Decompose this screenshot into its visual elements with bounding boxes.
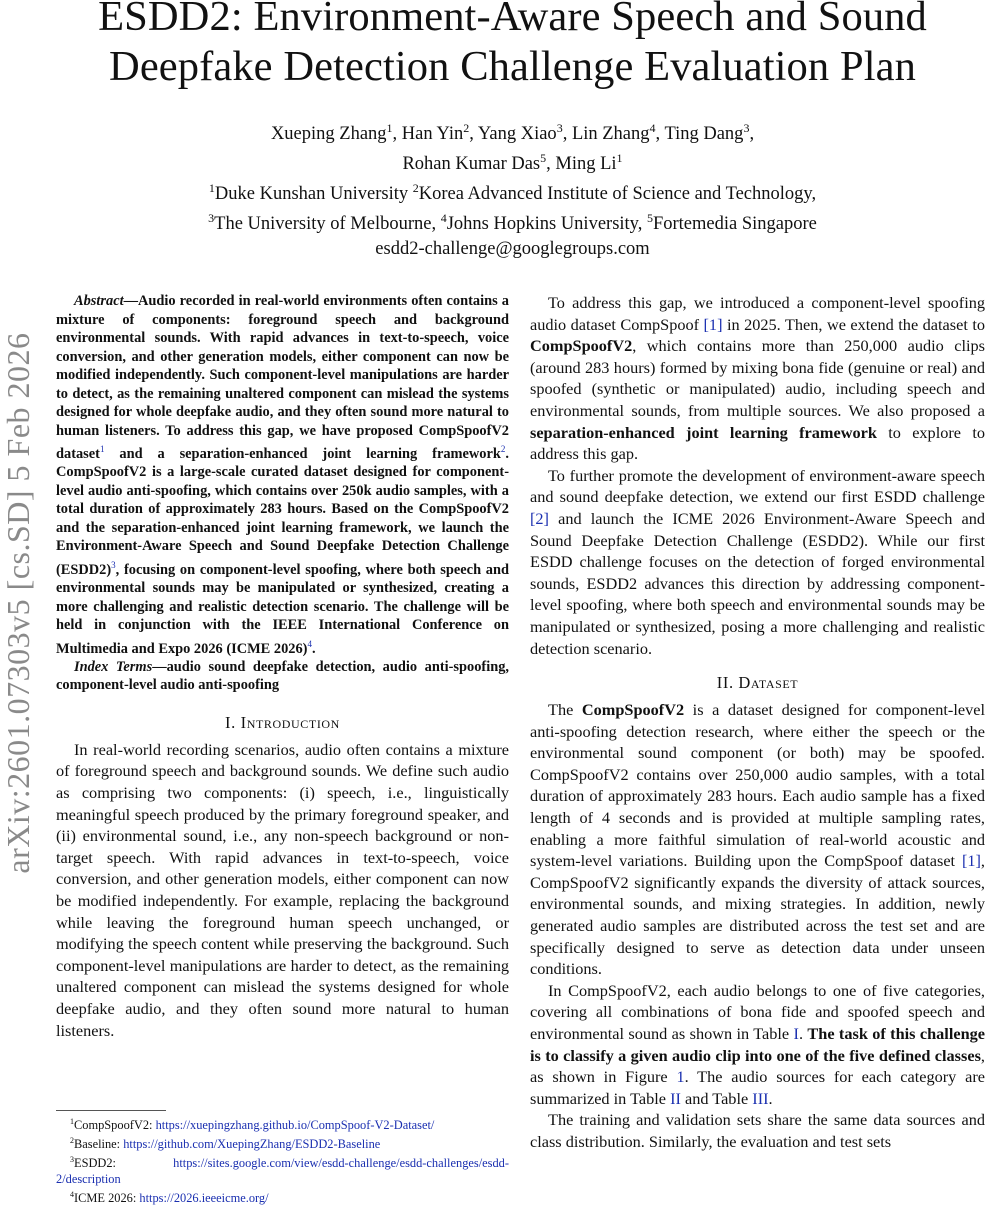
- paper-title: [40, 0, 985, 92]
- section-number: I.: [225, 713, 236, 732]
- text: and Table: [681, 1089, 752, 1108]
- author-name: Yang Xiao: [478, 124, 557, 144]
- citation-link[interactable]: [1]: [704, 315, 723, 334]
- footnote-divider: [56, 1110, 166, 1111]
- text: , CompSpoofV2 significantly expands the diversity of attack sources, environmental sounds, and mixing strategies. In addition, newly generated audio samples are distributed across the test set and are specifically designed to serve as detection data under unseen conditions.: [530, 851, 985, 978]
- section-title: Dataset: [738, 673, 798, 692]
- footnote-number: 2: [70, 1136, 74, 1145]
- affiliation-name: Fortemedia Singapore: [653, 215, 817, 235]
- abstract-label: Abstract: [74, 293, 124, 309]
- dataset-paragraph-1: [530, 699, 985, 980]
- abstract-text: , focusing on component-level spoofing, where both speech and environmental sounds may be manipulated or synthesized, creating a more challenging and realistic detection scenario. The challenge will be held in conjunction with the IEEE International Conference on Multimedia and Expo 2026 (ICME 2026): [56, 562, 509, 657]
- table-link[interactable]: I: [794, 1024, 799, 1043]
- figure-link[interactable]: 1: [676, 1067, 684, 1086]
- author-name: Lin Zhang: [572, 124, 650, 144]
- text: To address this gap, we introduced a component-level spoofing audio dataset CompSpoof: [530, 293, 985, 334]
- footnote-number: 3: [70, 1155, 74, 1164]
- author-name: Han Yin: [402, 124, 464, 144]
- affiliation-line-2: [40, 206, 985, 236]
- affiliation-name: The University of Melbourne,: [214, 215, 436, 235]
- footnote-link[interactable]: https://github.com/XuepingZhang/ESDD2-Baseline: [123, 1137, 380, 1151]
- dataset-paragraph-2: [530, 980, 985, 1110]
- footnote-link[interactable]: https://2026.ieeeicme.org/: [139, 1192, 268, 1206]
- citation-link[interactable]: [2]: [530, 509, 549, 528]
- abstract: [56, 292, 509, 658]
- author-affiliation-mark: 3: [557, 121, 563, 135]
- table-link[interactable]: II: [670, 1089, 681, 1108]
- author-name: Ming Li: [555, 154, 616, 174]
- text: .: [769, 1089, 773, 1108]
- footnote-2: [56, 1133, 509, 1152]
- footnote-ref-1[interactable]: 1: [100, 444, 105, 454]
- affiliation-mark: 5: [647, 211, 653, 225]
- footnote-3: [56, 1152, 509, 1187]
- text: and launch the ICME 2026 Environment-Aware Speech and Sound Deepfake Detection Challenge (ESDD2). While our first ESDD challenge focuses on the detection of forged environmental sounds, ESDD2 advances this direction by addressing component-level spoofing, where both speech and environmental sounds may be manipulated or synthesized, posing a more challenging and realistic detection scenario.: [530, 509, 985, 658]
- left-column: [56, 292, 509, 1041]
- affiliation-mark: 1: [209, 181, 215, 195]
- right-paragraph-1: [530, 292, 985, 465]
- index-terms: [56, 658, 509, 695]
- table-link[interactable]: III: [752, 1089, 768, 1108]
- text: . The audio sources for each category are summarized in Table: [530, 1067, 985, 1108]
- author-affiliation-mark: 5: [540, 151, 546, 165]
- author-name: Ting Dang: [664, 124, 743, 144]
- footnote-label: CompSpoofV2:: [74, 1118, 156, 1132]
- affiliation-mark: 3: [208, 211, 214, 225]
- footnote-number: 4: [70, 1190, 74, 1199]
- right-paragraph-2: [530, 465, 985, 659]
- author-affiliation-mark: 4: [650, 121, 656, 135]
- author-affiliation-mark: 3: [743, 121, 749, 135]
- author-affiliation-mark: 2: [463, 121, 469, 135]
- section-heading-introduction: [56, 713, 509, 733]
- footnote-ref-3[interactable]: 3: [111, 560, 116, 570]
- introduction-paragraph: In real-world recording scenarios, audio often contains a mixture of foreground speech and background sounds. We define such audio as comprising two components: (i) speech, i.e., linguistically meaningful speech produced by the primary foreground speaker, and (ii) environmental sound, i.e., any non-speech background or non-target speech. With rapid advances in text-to-speech, voice conversion, and other generation models, either component can now be modified independently. For example, replacing the background while leaving the foreground human speech unchanged, or modifying the speech content while preserving the background. Such component-level manipulations are harder to detect, as the remaining unaltered component can mislead the systems designed for whole deepfake audio, and they often sound more natural to human listeners.: [56, 739, 509, 1041]
- author-affiliation-mark: 1: [387, 121, 393, 135]
- affiliation-line-1: [40, 176, 985, 206]
- citation-link[interactable]: [1]: [962, 851, 981, 870]
- footnote-link[interactable]: https://sites.google.com/view/esdd-challenge/esdd-challenges/esdd-2/description: [56, 1156, 509, 1186]
- text: to explore to address this gap.: [530, 423, 985, 464]
- footnote-label: ESDD2:: [74, 1156, 173, 1170]
- footnote-ref-4[interactable]: 4: [307, 639, 312, 649]
- text: In CompSpoofV2, each audio belongs to one of five categories, covering all combinations of bona fide and spoofed speech and environmental sound as shown in Table: [530, 981, 985, 1043]
- text: is a dataset designed for component-level anti-spoofing detection research, where either the speech or the environmental sound component (or both) may be spoofed. CompSpoofV2 contains over 250,000 audio samples, with a total duration of approximately 283 hours. Each audio sample has a fixed length of 4 seconds and is provided at multiple sampling rates, enabling a more faithful simulation of real-world acoustic and system-level variations. Building upon the CompSpoof dataset: [530, 700, 985, 870]
- title-line-2: Deepfake Detection Challenge Evaluation Plan: [40, 42, 985, 92]
- affiliation-mark: 2: [413, 181, 419, 195]
- author-name: Rohan Kumar Das: [402, 154, 540, 174]
- abstract-text: . CompSpoofV2 is a large-scale curated dataset designed for component-level audio anti-spoofing, which contains over 250k audio samples, with a total duration of approximately 283 hours. Based on the CompSpoofV2 and the separation-enhanced joint learning framework, we launch the Environment-Aware Speech and Sound Deepfake Detection Challenge (ESDD2): [56, 446, 509, 578]
- affiliation-name: Duke Kunshan University: [215, 184, 408, 204]
- footnote-label: Baseline:: [74, 1137, 123, 1151]
- footnote-4: [56, 1187, 509, 1206]
- author-affiliation-mark: 1: [617, 151, 623, 165]
- affiliation-name: Korea Advanced Institute of Science and Technology,: [419, 184, 816, 204]
- footnote-1: [56, 1114, 509, 1133]
- bold-text: The task of this challenge is to classify a given audio clip into one of the five defined classes: [530, 1024, 985, 1065]
- contact-email: esdd2-challenge@googlegroups.com: [40, 237, 985, 261]
- section-title: Introduction: [241, 713, 340, 732]
- bold-text: CompSpoofV2: [530, 336, 632, 355]
- text: .: [799, 1024, 807, 1043]
- author-name: Xueping Zhang: [271, 124, 387, 144]
- title-line-1: ESDD2: Environment-Aware Speech and Sound: [40, 0, 985, 42]
- text: , which contains more than 250,000 audio clips (around 283 hours) formed by mixing bona fide (genuine or real) and spoofed (synthetic or manipulated) audio, including speech and environmental sounds, from multiple sources. We also proposed a: [530, 336, 985, 420]
- text: in 2025. Then, we extend the dataset to: [723, 315, 985, 334]
- text: To further promote the development of environment-aware speech and sound deepfake detection, we extend our first ESDD challenge: [530, 466, 985, 507]
- affiliation-mark: 4: [441, 211, 447, 225]
- footnote-number: 1: [70, 1117, 74, 1126]
- dataset-paragraph-3: The training and validation sets share the same data sources and class distribution. Similarly, the evaluation and test sets: [530, 1109, 985, 1152]
- footnotes: [56, 1114, 509, 1207]
- footnote-link[interactable]: https://xuepingzhang.github.io/CompSpoof-V2-Dataset/: [156, 1118, 435, 1132]
- abstract-text: and a separation-enhanced joint learning framework: [104, 446, 500, 462]
- abstract-text: .: [312, 640, 316, 656]
- author-block: [40, 116, 985, 261]
- author-line-2: Rohan Kumar Das$^5$, Ming Li$^1$: [40, 146, 985, 176]
- section-number: II.: [717, 673, 734, 692]
- bold-text: CompSpoofV2: [582, 700, 684, 719]
- affiliation-name: Johns Hopkins University,: [447, 215, 643, 235]
- section-heading-dataset: [530, 673, 985, 693]
- right-column: [530, 292, 985, 1153]
- text: The: [548, 700, 582, 719]
- footnote-label: ICME 2026:: [74, 1192, 139, 1206]
- text: , as shown in Figure: [530, 1046, 985, 1087]
- author-line-1: Xueping Zhang$^1$, Han Yin$^2$, Yang Xiao$^3$, Lin Zhang$^4$, Ting Dang$^3$,: [40, 116, 985, 146]
- arxiv-identifier-stamp: arXiv:2601.07303v5 [cs.SD] 5 Feb 2026: [0, 323, 36, 883]
- index-terms-text: —audio sound deepfake detection, audio anti-spoofing, component-level audio anti-spoofing: [56, 659, 509, 694]
- footnote-ref-2[interactable]: 2: [501, 444, 506, 454]
- index-terms-label: Index Terms: [74, 659, 152, 675]
- bold-text: separation-enhanced joint learning framework: [530, 423, 877, 442]
- abstract-text: —Audio recorded in real-world environments often contains a mixture of components: foreground speech and background environmental sounds. With rapid advances in text-to-speech, voice conversion, and other generation models, either component can now be modified independently. Such component-level manipulations are harder to detect, as the remaining unaltered component can mislead the systems designed for whole deepfake audio, and they often sound more natural to human listeners. To address this gap, we have proposed CompSpoofV2 dataset: [56, 293, 509, 462]
